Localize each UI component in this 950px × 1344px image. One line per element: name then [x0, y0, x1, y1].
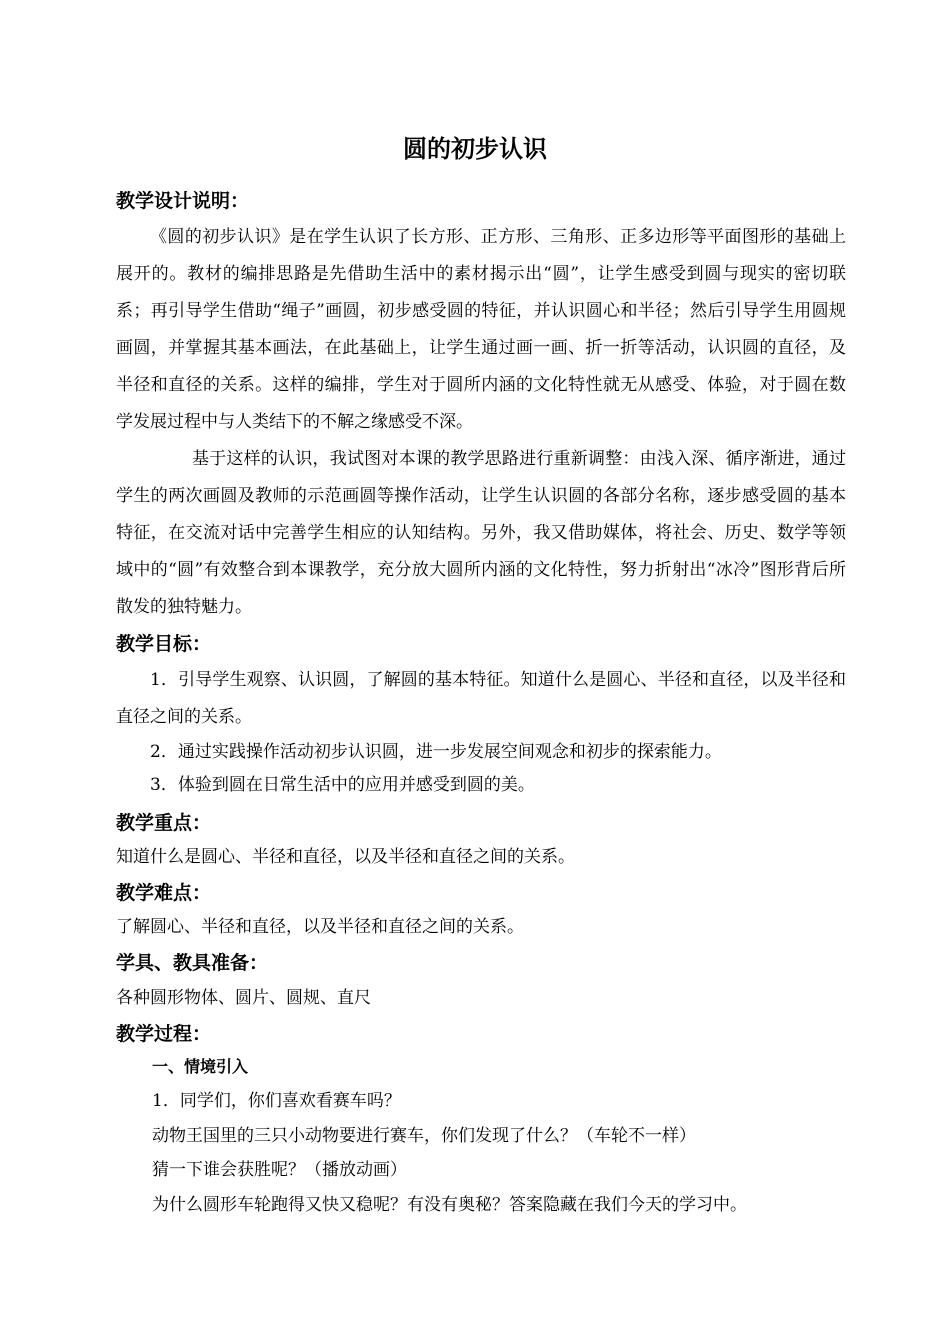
difficulties-heading: 教学难点： — [116, 882, 212, 904]
process-line-2: 动物王国里的三只小动物要进行赛车，你们发现了什么？（车轮不一样） — [152, 1126, 696, 1146]
goals-heading: 教学目标： — [116, 633, 212, 655]
process-line-3: 猜一下谁会获胜呢？（播放动画） — [152, 1160, 407, 1180]
process-line-1: 1．同学们，你们喜欢看赛车吗？ — [152, 1091, 401, 1111]
document-title: 圆的初步认识 — [403, 135, 547, 163]
process-line-4: 为什么圆形车轮跑得又快又稳呢？有没有奥秘？答案隐藏在我们今天的学习中。 — [152, 1195, 747, 1215]
design-note-paragraph-1: 《圆的初步认识》是在学生认识了长方形、正方形、三角形、正多边形等平面图形的基础上展开的。教材的编排思路是先借助生活中的素材揭示出“圆”，让学生感受到圆与现实的密切联系；再引导学生借助“绳子”画圆，初步感受圆的特征，并认识圆心和半径；然后引导学生用圆规画圆，并掌握其基本画法，在此基础上，让学生通过画一画、折一折等活动，认识圆的直径，及半径和直径的关系。这样的编排，学生对于圆所内涵的文化特性就无从感受、体验，对于圆在数学发展过程中与人类结下的不解之缘感受不深。 — [116, 227, 846, 432]
materials-text: 各种圆形物体、圆片、圆规、直尺 — [116, 988, 371, 1008]
design-note-paragraph-2: 基于这样的认识，我试图对本课的教学思路进行重新调整：由浅入深、循序渐进，通过学生的两次画圆及教师的示范画圆等操作活动，让学生认识圆的各部分名称，逐步感受圆的基本特征，在交流对话中完善学生相应的认知结构。另外，我又借助媒体，将社会、历史、数学等领域中的“圆”有效整合到本课教学，充分放大圆所内涵的文化特性，努力折射出“冰冷”图形背后所散发的独特魅力。 — [116, 449, 846, 617]
goal-item-2: 2．通过实践操作活动初步认识圆，进一步发展空间观念和初步的探索能力。 — [150, 742, 722, 762]
materials-heading: 学具、教具准备： — [116, 952, 269, 974]
goal-item-3: 3．体验到圆在日常生活中的应用并感受到圆的美。 — [150, 775, 535, 795]
difficulties-text: 了解圆心、半径和直径，以及半径和直径之间的关系。 — [116, 917, 524, 937]
goal-item-1: 1．引导学生观察、认识圆，了解圆的基本特征。知道什么是圆心、半径和直径，以及半径和直径之间的关系。 — [116, 670, 846, 727]
design-note-heading: 教学设计说明： — [116, 190, 250, 212]
process-section-1-title: 一、情境引入 — [152, 1057, 249, 1076]
process-heading: 教学过程： — [116, 1023, 212, 1045]
key-points-text: 知道什么是圆心、半径和直径，以及半径和直径之间的关系。 — [116, 847, 575, 867]
key-points-heading: 教学重点： — [116, 812, 212, 834]
